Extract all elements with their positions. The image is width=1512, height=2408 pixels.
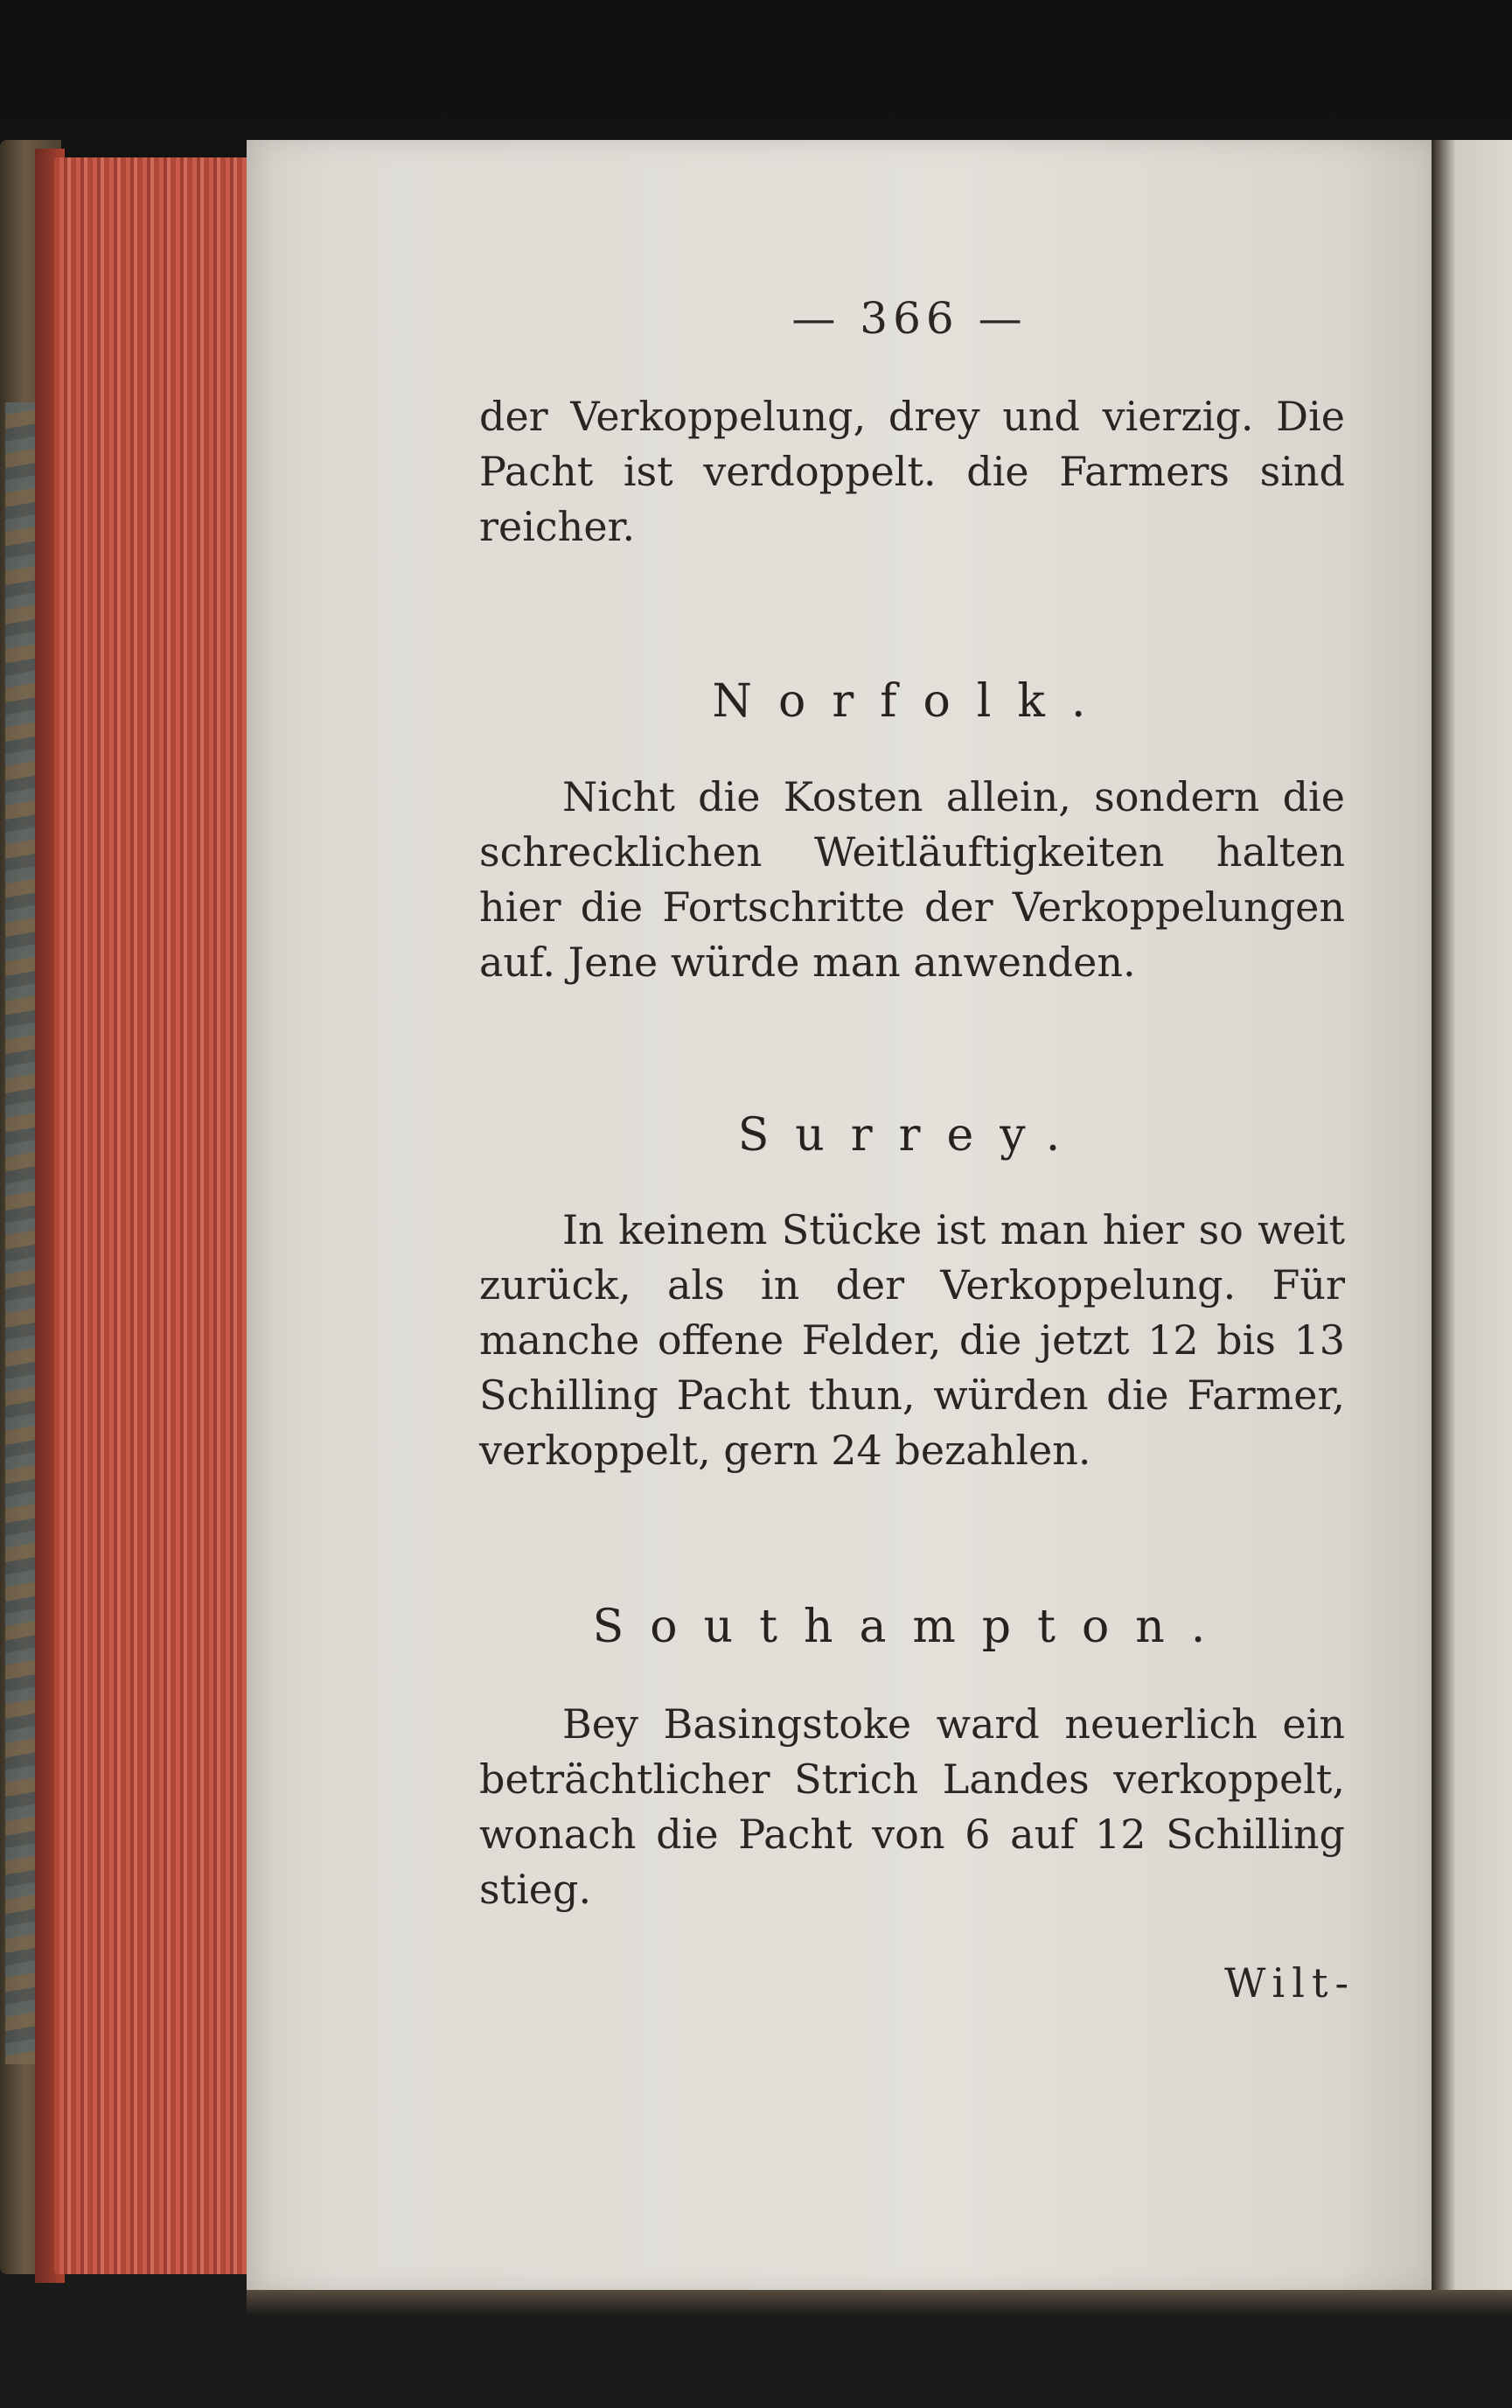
section-heading-norfolk: Norfolk. [712, 675, 1112, 728]
section-text-norfolk: Nicht die Kosten allein, sondern die schrecklichen Weitläuftigkeiten halten hier die Fortschritte der Verkoppelungen auf. Jene würde man anwenden. [479, 773, 1345, 986]
section-text-southampton: Bey Basingstoke ward neuerlich ein beträchtlicher Strich Landes verkoppelt, wonach die Pacht von 6 auf 12 Schilling stieg. [479, 1700, 1345, 1913]
section-heading-southampton: Southampton. [592, 1601, 1232, 1653]
section-heading-surrey: Surrey. [737, 1109, 1087, 1162]
facing-page-edge [1432, 140, 1512, 2292]
section-text-surrey: In keinem Stücke ist man hier so weit zurück, als in der Verkoppelung. Für manche offene Felder, die jetzt 12 bis 13 Schilling Pacht thun, würden die Farmer, verkoppelt, gern 24 bezahlen. [479, 1206, 1345, 1474]
catchword: Wilt- [1224, 1959, 1355, 2007]
page-bottom-shadow [247, 2290, 1512, 2316]
red-page-edges [54, 157, 255, 2274]
intro-paragraph: der Verkoppelung, drey und vierzig. Die Pacht ist verdoppelt. die Farmers sind reicher. [479, 393, 1345, 550]
page-number: — 366 — [791, 293, 1028, 344]
